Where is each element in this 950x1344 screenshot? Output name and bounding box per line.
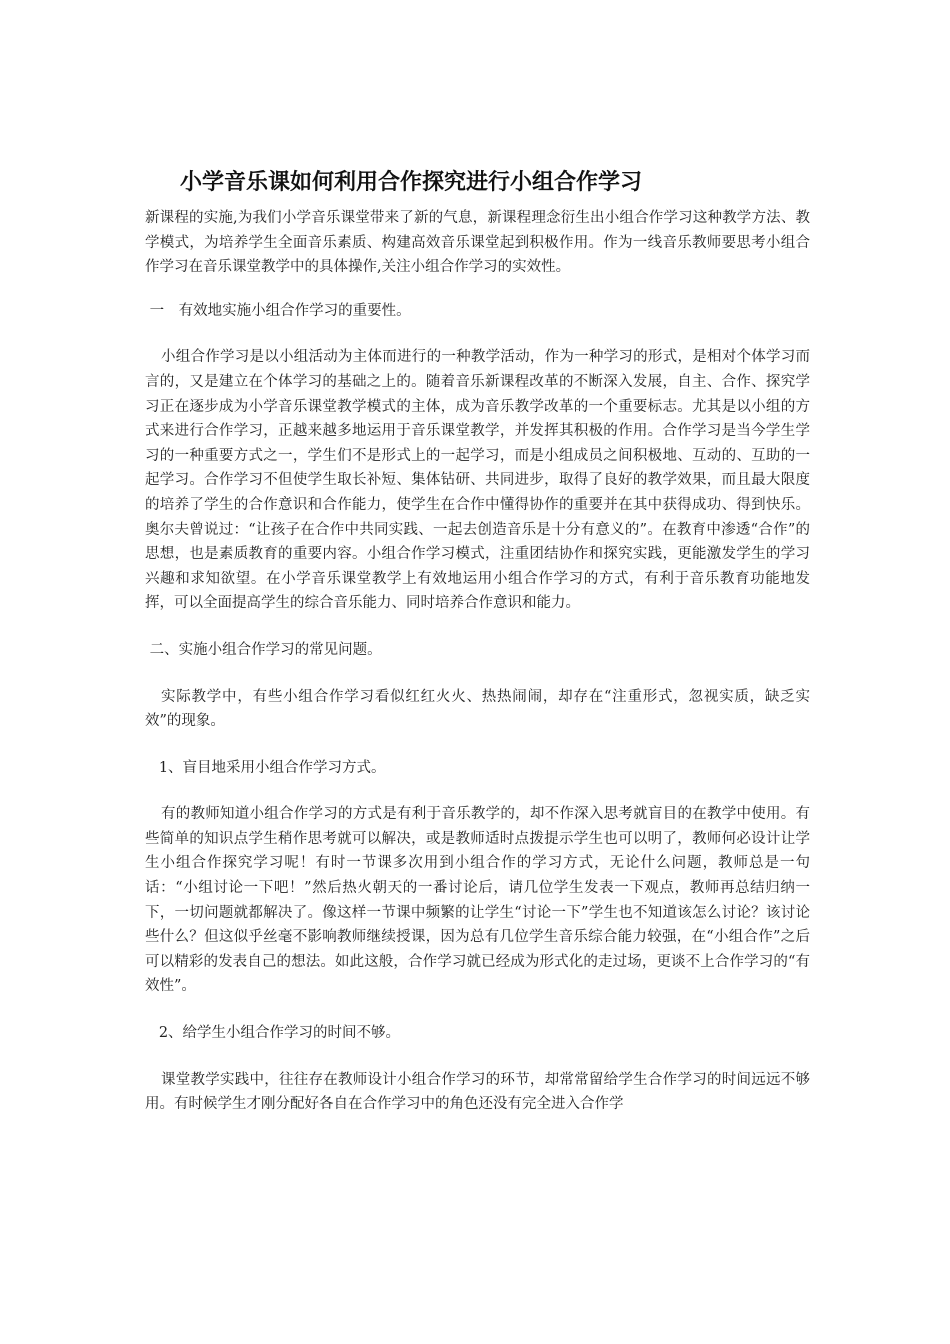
intro-paragraph: 新课程的实施,为我们小学音乐课堂带来了新的气息，新课程理念衍生出小组合作学习这种教学方法、教学模式，为培养学生全面音乐素质、构建高效音乐课堂起到积极作用。作为一线音乐教师要思考小组合作学习在音乐课堂教学中的具体操作,关注小组合作学习的实效性。	[145, 210, 810, 276]
item-1-heading: 1、盲目地采用小组合作学习方式。	[145, 759, 386, 776]
document-page	[145, 168, 810, 1139]
section-1-heading: 一 有效地实施小组合作学习的重要性。	[145, 302, 411, 319]
section-1-paragraph: 小组合作学习是以小组活动为主体而进行的一种教学活动，作为一种学习的形式，是相对个体学习而言的，又是建立在个体学习的基础之上的。随着音乐新课程改革的不断深入发展，自主、合作、探究学习正在逐步成为小学音乐课堂教学模式的主体，成为音乐教学改革的一个重要标志。尤其是以小组的方式来进行合作学习，正越来越多地运用于音乐课堂教学，并发挥其积极的作用。合作学习是当今学生学习的一种重要方式之一，学生们不是形式上的一起学习，而是小组成员之间积极地、互动的、互助的一起学习。合作学习不但使学生取长补短、集体钻研、共同进步，取得了良好的教学效果，而且最大限度的培养了学生的合作意识和合作能力，使学生在合作中懂得协作的重要并在其中获得成功、得到快乐。奥尔夫曾说过：“让孩子在合作中共同实践、一起去创造音乐是十分有意义的”。在教育中渗透“合作”的思想，也是素质教育的重要内容。小组合作学习模式，注重团结协作和探究实践，更能激发学生的学习兴趣和求知欲望。在小学音乐课堂教学上有效地运用小组合作学习的方式，有利于音乐教育功能地发挥，可以全面提高学生的综合音乐能力、同时培养合作意识和能力。	[145, 349, 810, 612]
document-title: 小学音乐课如何利用合作探究进行小组合作学习	[180, 170, 643, 195]
section-2-heading: 二、实施小组合作学习的常见问题。	[145, 641, 382, 658]
item-2-paragraph: 课堂教学实践中，往往存在教师设计小组合作学习的环节，却常常留给学生合作学习的时间远远不够用。有时候学生才刚分配好各自在合作学习中的角色还没有完全进入合作学	[145, 1071, 810, 1113]
section-2-paragraph: 实际教学中，有些小组合作学习看似红红火火、热热闹闹，却存在“注重形式，忽视实质，缺乏实效”的现象。	[145, 688, 810, 730]
item-1-paragraph: 有的教师知道小组合作学习的方式是有利于音乐教学的，却不作深入思考就盲目的在教学中使用。有些简单的知识点学生稍作思考就可以解决，或是教师适时点拨提示学生也可以明了，教师何必设计让学生小组合作探究学习呢！有时一节课多次用到小组合作的学习方式，无论什么问题，教师总是一句话：“小组讨论一下吧！”然后热火朝天的一番讨论后，请几位学生发表一下观点，教师再总结归纳一下，一切问题就都解决了。像这样一节课中频繁的让学生“讨论一下”学生也不知道该怎么讨论？该讨论些什么？但这似乎丝毫不影响教师继续授课，因为总有几位学生音乐综合能力较强，在“小组合作”之后可以精彩的发表自己的想法。如此这般，合作学习就已经成为形式化的走过场，更谈不上合作学习的“有效性”。	[145, 806, 810, 995]
item-2-heading: 2、给学生小组合作学习的时间不够。	[145, 1025, 401, 1042]
